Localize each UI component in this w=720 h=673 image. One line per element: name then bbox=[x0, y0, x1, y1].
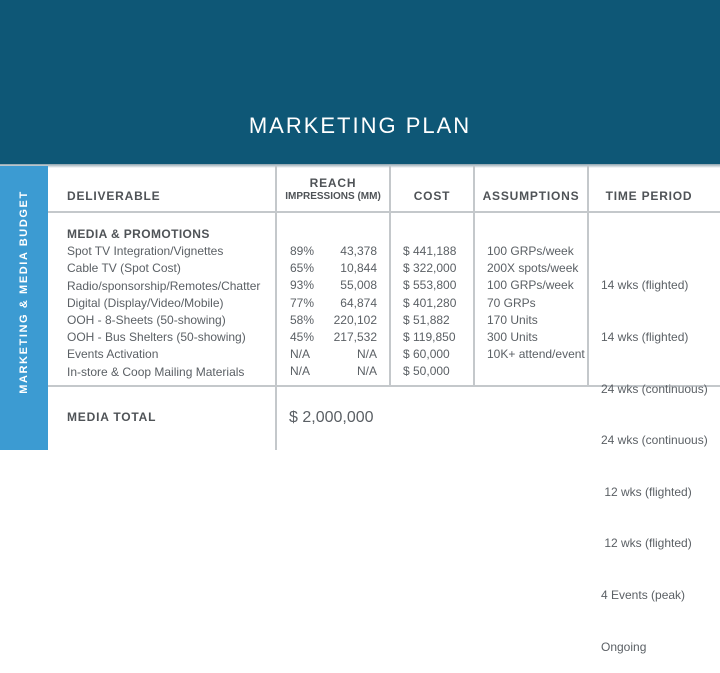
assumption-cell: 100 GRPs/week bbox=[487, 278, 574, 293]
assumption-cell: 170 Units bbox=[487, 312, 538, 327]
impressions-cell: N/A bbox=[356, 347, 377, 362]
col-header-time-period: TIME PERIOD bbox=[605, 189, 693, 203]
cost-cell: $ 401,280 bbox=[403, 295, 457, 310]
reach-pct-cell: N/A bbox=[290, 347, 311, 362]
impressions-cell: N/A bbox=[356, 364, 377, 379]
impressions-cell: 217,532 bbox=[333, 329, 377, 344]
table-row-deliverable: Events Activation bbox=[67, 347, 159, 362]
time-period-cell: 4 Events (peak) bbox=[601, 587, 686, 602]
reach-pct-cell: 58% bbox=[290, 312, 315, 327]
category-label: MEDIA & PROMOTIONS bbox=[67, 227, 210, 241]
col-header-impressions: IMPRESSIONS (MM) bbox=[285, 191, 381, 202]
table-row-deliverable: Cable TV (Spot Cost) bbox=[67, 261, 181, 276]
time-period-cell: 24 wks (continuous) bbox=[601, 381, 708, 396]
cost-cell: $ 60,000 bbox=[403, 347, 450, 362]
reach-pct-cell: 65% bbox=[290, 261, 315, 276]
reach-pct-cell: 45% bbox=[290, 329, 315, 344]
assumption-cell bbox=[487, 363, 585, 380]
assumption-cell: 100 GRPs/week bbox=[487, 244, 574, 258]
time-period-cell: 14 wks (flighted) bbox=[601, 278, 689, 293]
table-row-deliverable: Digital (Display/Video/Mobile) bbox=[67, 295, 224, 310]
impressions-cell: 64,874 bbox=[340, 295, 377, 310]
cost-cell: $ 51,882 bbox=[403, 312, 450, 327]
assumptions-column bbox=[487, 243, 585, 381]
assumption-cell: 200X spots/week bbox=[487, 261, 579, 276]
time-period-cell: Ongoing bbox=[601, 639, 647, 654]
sidebar-label: MARKETING & MEDIA BUDGET bbox=[18, 190, 30, 394]
assumption-cell: 300 Units bbox=[487, 329, 538, 344]
col-header-reach: REACH bbox=[309, 176, 357, 190]
time-period-cell: 24 wks (continuous) bbox=[601, 433, 708, 448]
table-row-deliverable: In-store & Coop Mailing Materials bbox=[67, 364, 245, 379]
table-row-deliverable: OOH - Bus Shelters (50-showing) bbox=[67, 330, 246, 345]
reach-pct-cell: 89% bbox=[290, 244, 315, 258]
time-period-cell: 12 wks (flighted) bbox=[601, 484, 692, 499]
header-banner bbox=[0, 0, 720, 164]
impressions-cell: 10,844 bbox=[340, 261, 377, 276]
col-header-deliverable: DELIVERABLE bbox=[67, 189, 161, 203]
impressions-cell: 43,378 bbox=[340, 244, 377, 258]
col-header-assumptions: ASSUMPTIONS bbox=[482, 189, 580, 203]
impressions-cell: 220,102 bbox=[333, 312, 377, 327]
reach-pct-cell: 77% bbox=[290, 295, 315, 310]
cost-column bbox=[403, 243, 471, 381]
table-row-deliverable: OOH - 8-Sheets (50-showing) bbox=[67, 312, 226, 327]
col-header-cost: COST bbox=[413, 189, 451, 203]
cost-cell: $ 50,000 bbox=[403, 364, 450, 379]
media-total-value: $ 2,000,000 bbox=[289, 409, 374, 426]
reach-pct-cell: N/A bbox=[290, 364, 311, 379]
cost-cell: $ 553,800 bbox=[403, 278, 457, 293]
time-period-cell: 14 wks (flighted) bbox=[601, 330, 689, 344]
table-row-deliverable: Spot TV Integration/Vignettes bbox=[67, 244, 224, 259]
assumption-cell: 10K+ attend/event bbox=[487, 347, 585, 362]
impressions-cell: 55,008 bbox=[340, 278, 377, 293]
time-period-cell: 12 wks (flighted) bbox=[601, 536, 692, 551]
assumption-cell: 70 GRPs bbox=[487, 295, 536, 310]
cost-cell: $ 322,000 bbox=[403, 261, 457, 276]
cost-cell: $ 441,188 bbox=[403, 244, 457, 258]
reach-pct-cell: 93% bbox=[290, 278, 315, 293]
column-divider bbox=[275, 166, 277, 450]
cost-cell: $ 119,850 bbox=[403, 329, 456, 344]
page-title: MARKETING PLAN bbox=[248, 113, 472, 138]
deliverable-column bbox=[67, 226, 272, 381]
media-total-label: MEDIA TOTAL bbox=[67, 410, 157, 424]
impressions-column bbox=[320, 243, 377, 381]
table-row-deliverable: Radio/sponsorship/Remotes/Chatter bbox=[67, 278, 261, 293]
time-period-column bbox=[601, 243, 718, 673]
header-shadow bbox=[0, 164, 720, 168]
header-rule bbox=[48, 211, 720, 213]
